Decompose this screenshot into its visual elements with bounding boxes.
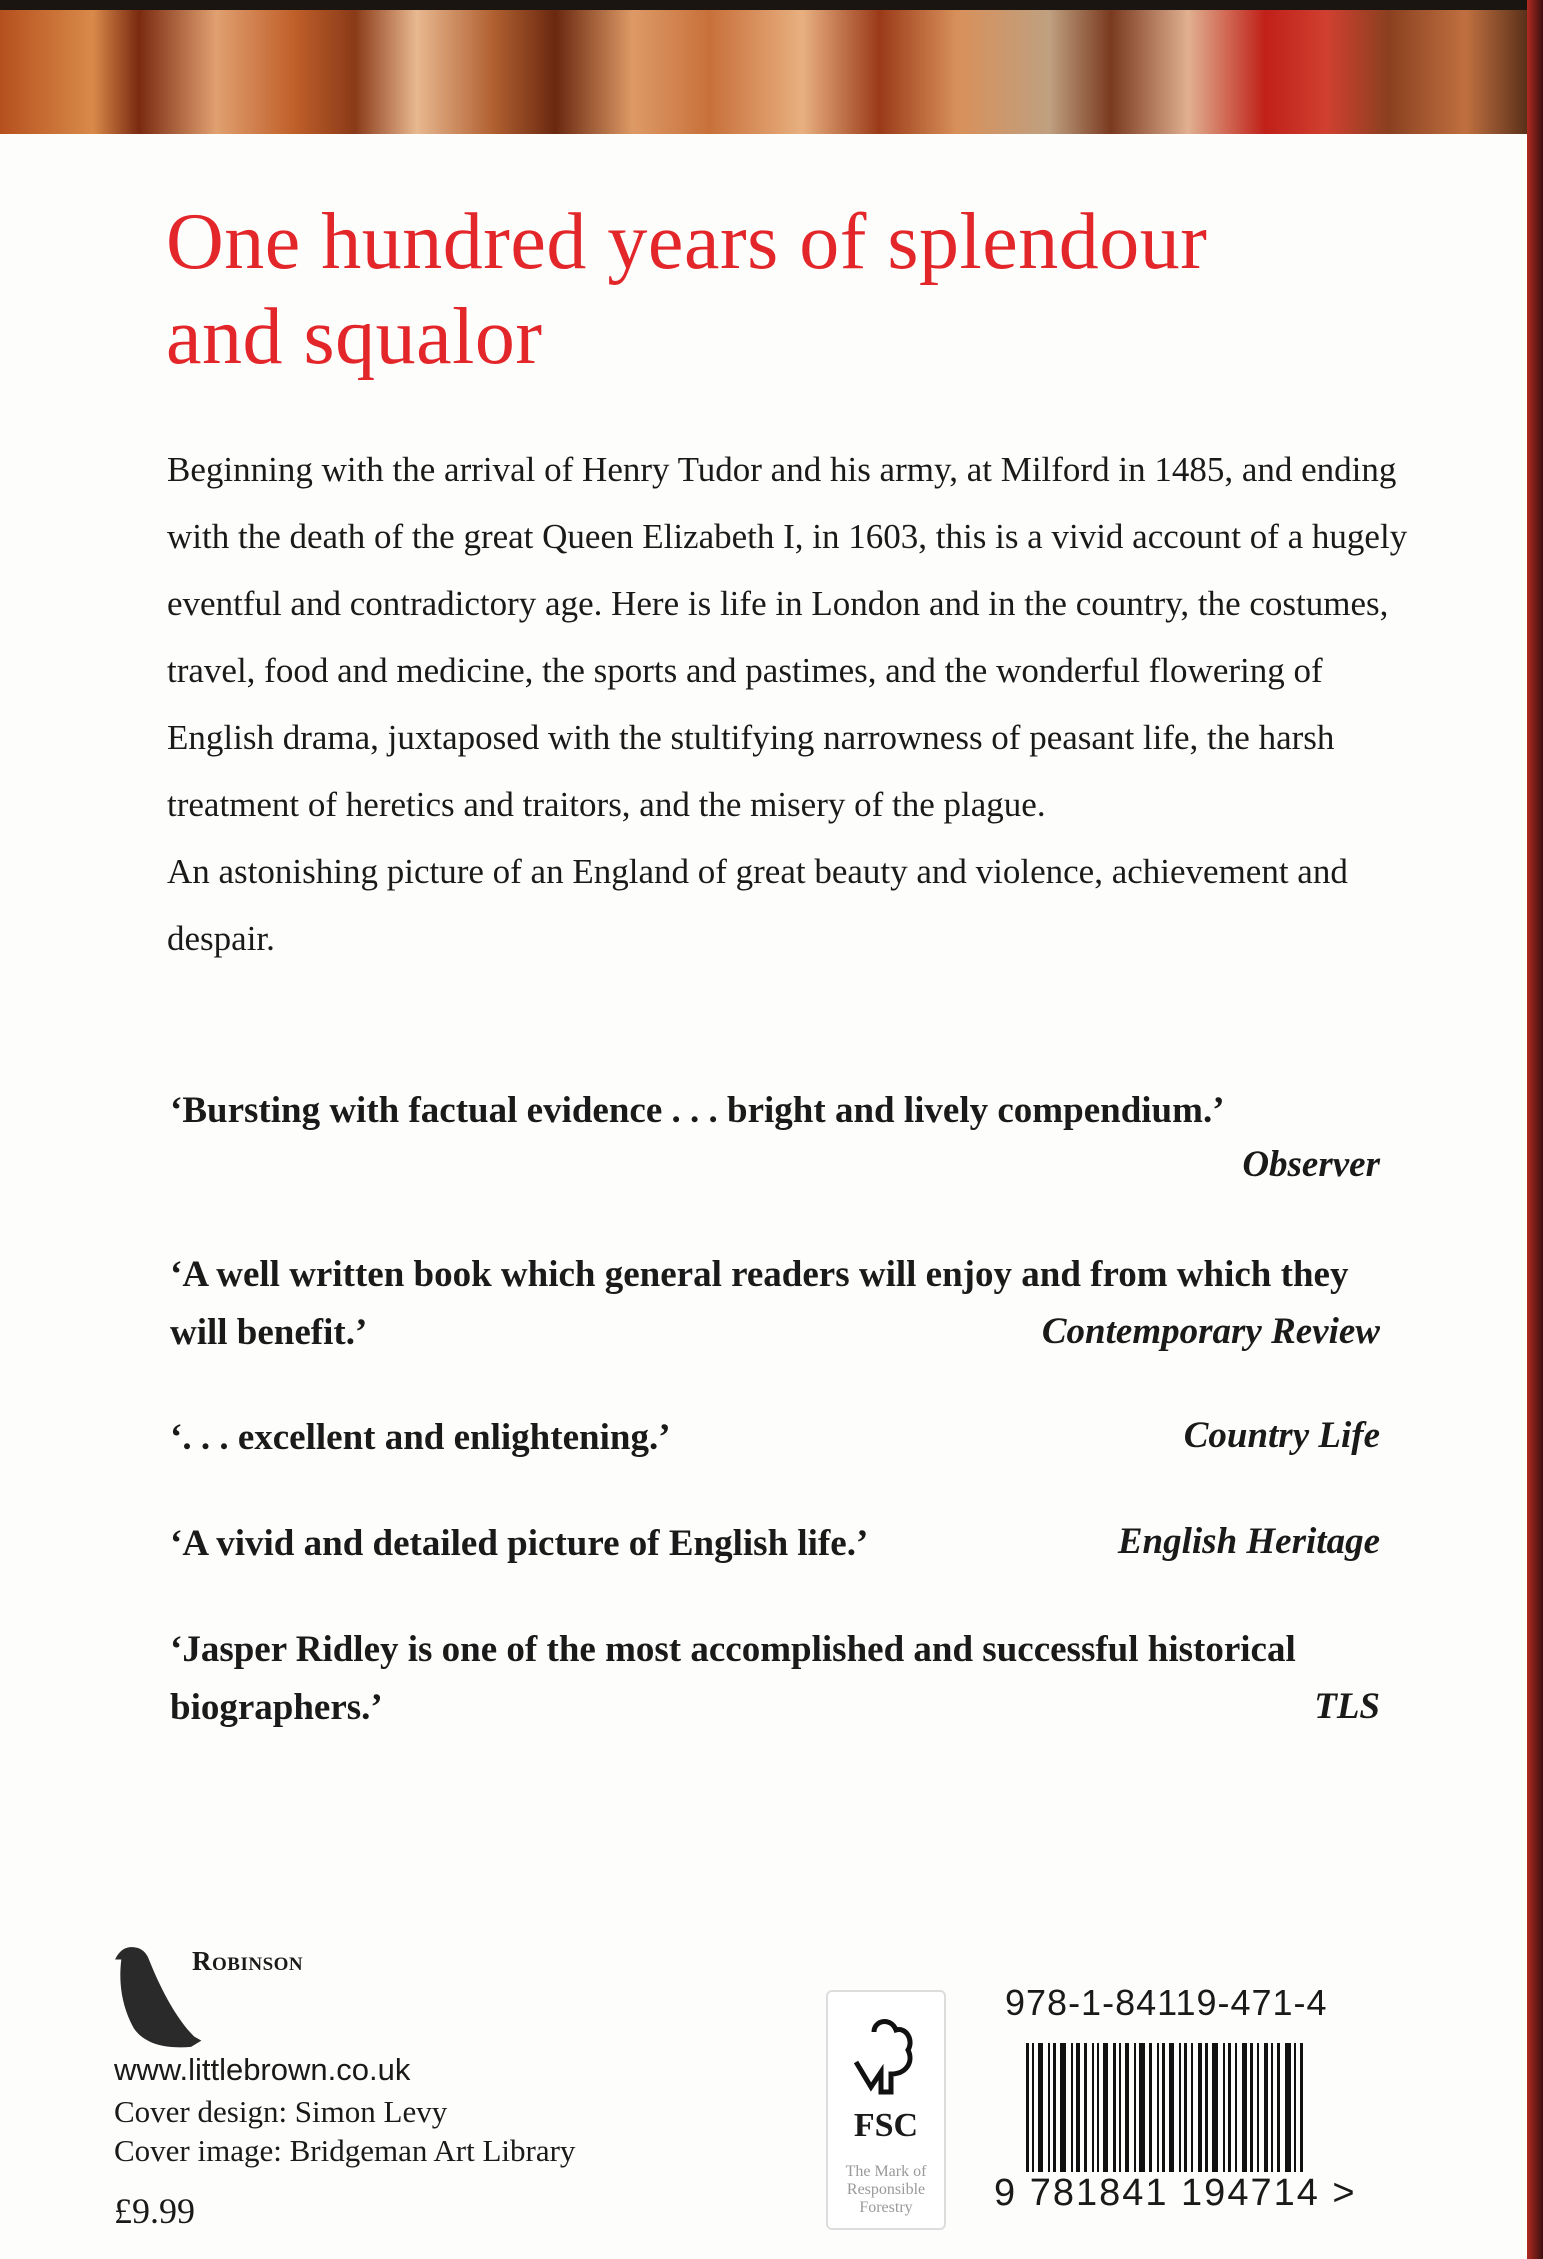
barcode-bar <box>1179 2043 1181 2188</box>
barcode-bar <box>1285 2043 1291 2188</box>
barcode-bar <box>1048 2043 1050 2188</box>
review-source: Country Life <box>1183 1415 1380 1456</box>
review-quote: ‘. . . excellent and enlightening.’ <box>170 1417 671 1458</box>
review-source: Observer <box>1242 1144 1380 1185</box>
barcode-bar <box>1119 2043 1121 2188</box>
barcode-bar <box>1212 2043 1218 2188</box>
fsc-label: FSC <box>853 2107 919 2144</box>
barcode-bar <box>1125 2043 1129 2188</box>
review-source: Contemporary Review <box>1041 1311 1380 1352</box>
barcode <box>1026 2043 1366 2188</box>
barcode-bar <box>1205 2043 1208 2188</box>
barcode-bar <box>1235 2043 1237 2188</box>
fsc-tagline: The Mark of Responsible Forestry <box>845 2163 927 2216</box>
review-source: TLS <box>1314 1686 1380 1727</box>
barcode-bar <box>1149 2043 1152 2188</box>
barcode-bar <box>1139 2043 1145 2188</box>
barcode-bar <box>1277 2043 1280 2188</box>
isbn: 978-1-84119-471-4 <box>1005 1982 1328 2023</box>
barcode-bar <box>1113 2043 1116 2188</box>
barcode-bar <box>1053 2043 1056 2188</box>
barcode-bar <box>1198 2043 1202 2188</box>
fsc-tree-icon <box>846 2012 926 2102</box>
cover-design-credit: Cover design: Simon Levy <box>114 2094 448 2129</box>
barcode-bar <box>1300 2043 1303 2188</box>
barcode-bar <box>1157 2043 1159 2188</box>
review-quote: ‘A vivid and detailed picture of English life.’ <box>170 1523 869 1564</box>
barcode-digits: 9 781841 194714 > <box>994 2172 1357 2214</box>
barcode-bar <box>1250 2043 1253 2188</box>
publisher-website: www.littlebrown.co.uk <box>114 2052 411 2087</box>
barcode-bar <box>1264 2043 1268 2188</box>
barcode-bar <box>1223 2043 1225 2188</box>
barcode-bar <box>1191 2043 1193 2188</box>
fsc-logo <box>826 1990 946 2230</box>
review-quote: ‘Jasper Ridley is one of the most accomplished and successful historical biographers.’ <box>170 1629 1296 1728</box>
barcode-bar <box>1257 2043 1259 2188</box>
barcode-bar <box>1032 2043 1034 2188</box>
barcode-bar <box>1103 2043 1108 2188</box>
barcode-bar <box>1184 2043 1187 2188</box>
barcode-bar <box>1134 2043 1136 2188</box>
barcode-bar <box>1169 2043 1174 2188</box>
price: £9.99 <box>114 2191 195 2231</box>
spine-edge <box>1527 0 1543 2259</box>
barcode-bar <box>1084 2043 1087 2188</box>
barcode-bar <box>1228 2043 1231 2188</box>
barcode-bar <box>1242 2043 1247 2188</box>
portrait-banner <box>0 0 1543 134</box>
review-quote: ‘A well written book which general readers will enjoy and from which they will benefit.’ <box>170 1254 1349 1353</box>
barcode-bar <box>1097 2043 1099 2188</box>
barcode-bar <box>1162 2043 1165 2188</box>
barcode-bar <box>1038 2043 1043 2188</box>
cover-image-credit: Cover image: Bridgeman Art Library <box>114 2133 576 2168</box>
blurb-paragraph: Beginning with the arrival of Henry Tudor and his army, at Milford in 1485, and ending with the death of the great Queen Elizabeth I, in 1603, this is a vivid account of a hugely eventful and contradictory age. Here is life in London and in the country, the costumes, travel, food and medicine, the sports and pastimes, and the wonderful flowering of English drama, juxtaposed with the stultifying narrowness of peasant life, the harsh treatment of heretics and traitors, and the misery of the plague. <box>167 450 1408 824</box>
barcode-bar <box>1076 2043 1080 2188</box>
barcode-bar <box>1092 2043 1094 2188</box>
barcode-bar <box>1271 2043 1273 2188</box>
barcode-bar <box>1071 2043 1073 2188</box>
blurb <box>167 436 1417 972</box>
barcode-bar <box>1026 2043 1029 2188</box>
barcode-bar <box>1060 2043 1066 2188</box>
review-source: English Heritage <box>1117 1521 1380 1562</box>
review-quote: ‘Bursting with factual evidence . . . bright and lively compendium.’ <box>170 1090 1225 1131</box>
headline-line-2: and squalor <box>166 293 543 381</box>
headline-line-1: One hundred years of splendour <box>166 198 1208 286</box>
blurb-conclusion: An astonishing picture of an England of great beauty and violence, achievement and despair. <box>167 852 1348 958</box>
publisher-name: Robinson <box>192 1946 304 1976</box>
headline <box>166 195 1207 385</box>
barcode-bar <box>1294 2043 1296 2188</box>
